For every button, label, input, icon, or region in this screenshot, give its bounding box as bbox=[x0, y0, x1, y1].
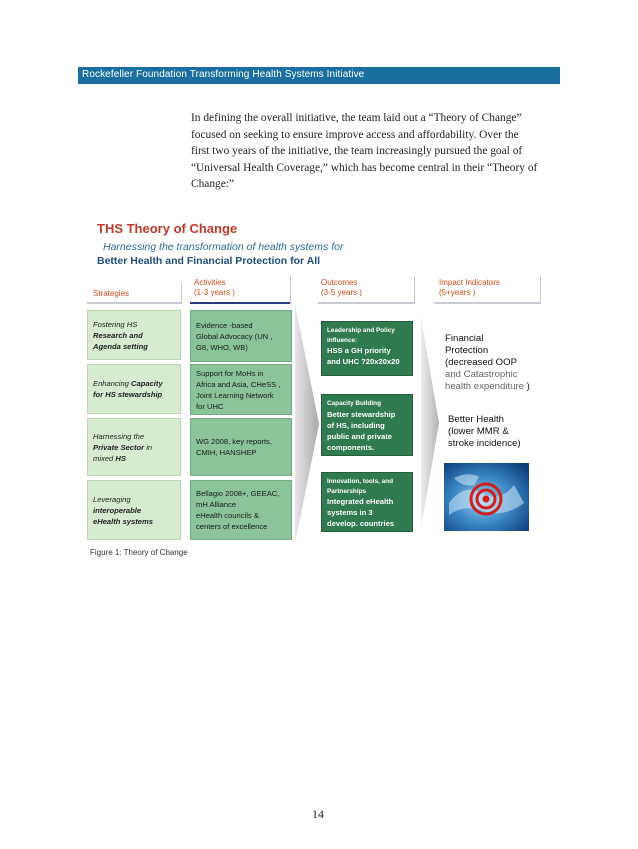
impact-line: Better Health bbox=[448, 414, 504, 425]
strategy-box bbox=[87, 480, 181, 540]
outcome-heading: influence: bbox=[327, 336, 358, 344]
impact-line: Protection bbox=[445, 345, 489, 356]
outcome-heading: Innovation, tools, and bbox=[327, 478, 394, 485]
header-bar bbox=[78, 67, 560, 84]
strategy-line: Research and bbox=[93, 330, 143, 340]
flow-arrow-icon bbox=[295, 304, 319, 544]
column-header-outcomes bbox=[321, 278, 362, 298]
column-header-activities bbox=[194, 278, 235, 298]
column-underline bbox=[318, 302, 414, 304]
activity-line: WG 2008, key reports, bbox=[196, 437, 272, 446]
strategy-line: in bbox=[146, 442, 153, 452]
figure-caption: Figure 1: Theory of Change bbox=[90, 548, 188, 557]
column-underline bbox=[190, 302, 290, 304]
activity-box bbox=[190, 364, 292, 415]
activities-label: Activities bbox=[194, 278, 226, 287]
outcome-box bbox=[321, 472, 413, 532]
column-header-impact bbox=[439, 278, 500, 298]
strategy-line: Capacity bbox=[131, 379, 163, 388]
strategies-label: Strategies bbox=[93, 289, 130, 298]
outcome-line: of HS, including bbox=[327, 420, 385, 430]
strategy-line: for HS stewardship bbox=[93, 390, 163, 399]
strategy-box bbox=[87, 418, 181, 476]
column-underline bbox=[434, 302, 540, 304]
flow-arrow-icon bbox=[421, 318, 439, 528]
column-divider bbox=[290, 276, 291, 304]
column-divider bbox=[540, 276, 541, 304]
figure-subtitle: Harnessing the transformation of health systems for bbox=[103, 241, 344, 253]
column-underline bbox=[87, 302, 181, 304]
outcome-line: Better stewardship bbox=[327, 409, 396, 419]
outcome-heading: Leadership and Policy bbox=[327, 327, 395, 334]
activity-line: eHealth councils & bbox=[196, 511, 259, 520]
outcome-line: public and private bbox=[327, 431, 392, 441]
page-number: 14 bbox=[312, 807, 324, 821]
intro-line: Change:” bbox=[191, 178, 235, 190]
intro-paragraph bbox=[191, 110, 553, 193]
outcome-line: develop. countries bbox=[327, 519, 395, 528]
impact-line: Financial bbox=[445, 333, 484, 344]
outcome-line: HSS a GH priority bbox=[327, 346, 391, 355]
activity-line: Support for MoHs in bbox=[196, 368, 264, 378]
header-title: Rockefeller Foundation Transforming Health Systems Initiative bbox=[82, 69, 365, 80]
activity-line: CMIH, HANSHEP bbox=[196, 448, 257, 457]
impact-label: Impact Indicators bbox=[439, 278, 500, 287]
column-divider bbox=[181, 283, 182, 304]
activity-line: Africa and Asia, CHeSS , bbox=[196, 379, 281, 389]
strategy-line: Enhancing bbox=[93, 379, 129, 388]
strategy-box bbox=[87, 364, 181, 414]
activity-line: Evidence -based bbox=[196, 320, 253, 330]
impact-sub: (5+years ) bbox=[439, 288, 476, 297]
activity-line: Bellagio 2008+, GEEAC, bbox=[196, 489, 280, 498]
intro-line: first two years of the initiative, the team increasingly pursued the goal of bbox=[191, 145, 523, 157]
outcome-line: components. bbox=[327, 442, 375, 452]
strategy-box bbox=[87, 310, 181, 360]
outcome-box bbox=[321, 394, 413, 456]
outcome-heading: Partnerships bbox=[327, 487, 367, 495]
impact-line: ) bbox=[526, 381, 530, 392]
activity-line: G8, WHO, WB) bbox=[196, 342, 248, 352]
strategy-line: Harnessing the bbox=[93, 431, 145, 441]
strategy-line: Private Sector bbox=[93, 442, 145, 452]
figure-subtitle-bold: Better Health and Financial Protection for All bbox=[97, 255, 321, 267]
activities-sub: (1-3 years ) bbox=[194, 288, 235, 297]
column-divider bbox=[414, 276, 415, 304]
impact-line: and Catastrophic bbox=[445, 369, 518, 380]
intro-line: “Universal Health Coverage,” which has become central in their “Theory of bbox=[191, 161, 538, 174]
strategy-line: HS bbox=[115, 453, 126, 463]
strategy-line: Fostering HS bbox=[93, 319, 138, 329]
impact-line: (decreased OOP bbox=[445, 357, 517, 368]
activity-line: Global Advocacy (UN , bbox=[196, 331, 273, 341]
activity-line: Joint Learning Network bbox=[196, 390, 274, 400]
figure-title: THS Theory of Change bbox=[97, 221, 238, 236]
intro-line: In defining the overall initiative, the team laid out a “Theory of Change” bbox=[191, 112, 522, 124]
activity-box bbox=[190, 480, 292, 540]
globe-target-icon bbox=[444, 463, 529, 531]
activity-box bbox=[190, 418, 292, 476]
column-header-strategies bbox=[93, 289, 129, 299]
impact-line: (lower MMR & bbox=[448, 426, 509, 437]
outcome-line: Integrated eHealth bbox=[327, 497, 394, 506]
activity-box bbox=[190, 310, 292, 362]
impact-line: health expenditure bbox=[445, 381, 524, 392]
strategy-line: mixed bbox=[93, 453, 114, 463]
outcome-line: and UHC ?20x20x20 bbox=[327, 357, 400, 366]
strategy-line: eHealth systems bbox=[93, 516, 153, 526]
outcomes-sub: (3-5 years ) bbox=[321, 288, 362, 297]
outcome-box bbox=[321, 321, 413, 376]
impact-health bbox=[448, 414, 521, 450]
outcome-line: systems in 3 bbox=[327, 508, 373, 517]
strategy-line: Agenda setting bbox=[93, 341, 148, 351]
impact-financial bbox=[445, 333, 530, 393]
activity-line: mH Alliance bbox=[196, 500, 237, 509]
activity-line: centers of excellence bbox=[196, 522, 268, 531]
activity-line: for UHC bbox=[196, 401, 224, 411]
impact-line: stroke incidence) bbox=[448, 438, 521, 449]
outcome-heading: Capacity Building bbox=[327, 400, 381, 407]
strategy-line: interoperable bbox=[93, 505, 142, 515]
intro-line: focused on seeking to ensure improve access and affordability. Over the bbox=[191, 128, 519, 141]
outcomes-label: Outcomes bbox=[321, 278, 358, 287]
strategy-line: Leveraging bbox=[93, 494, 131, 504]
